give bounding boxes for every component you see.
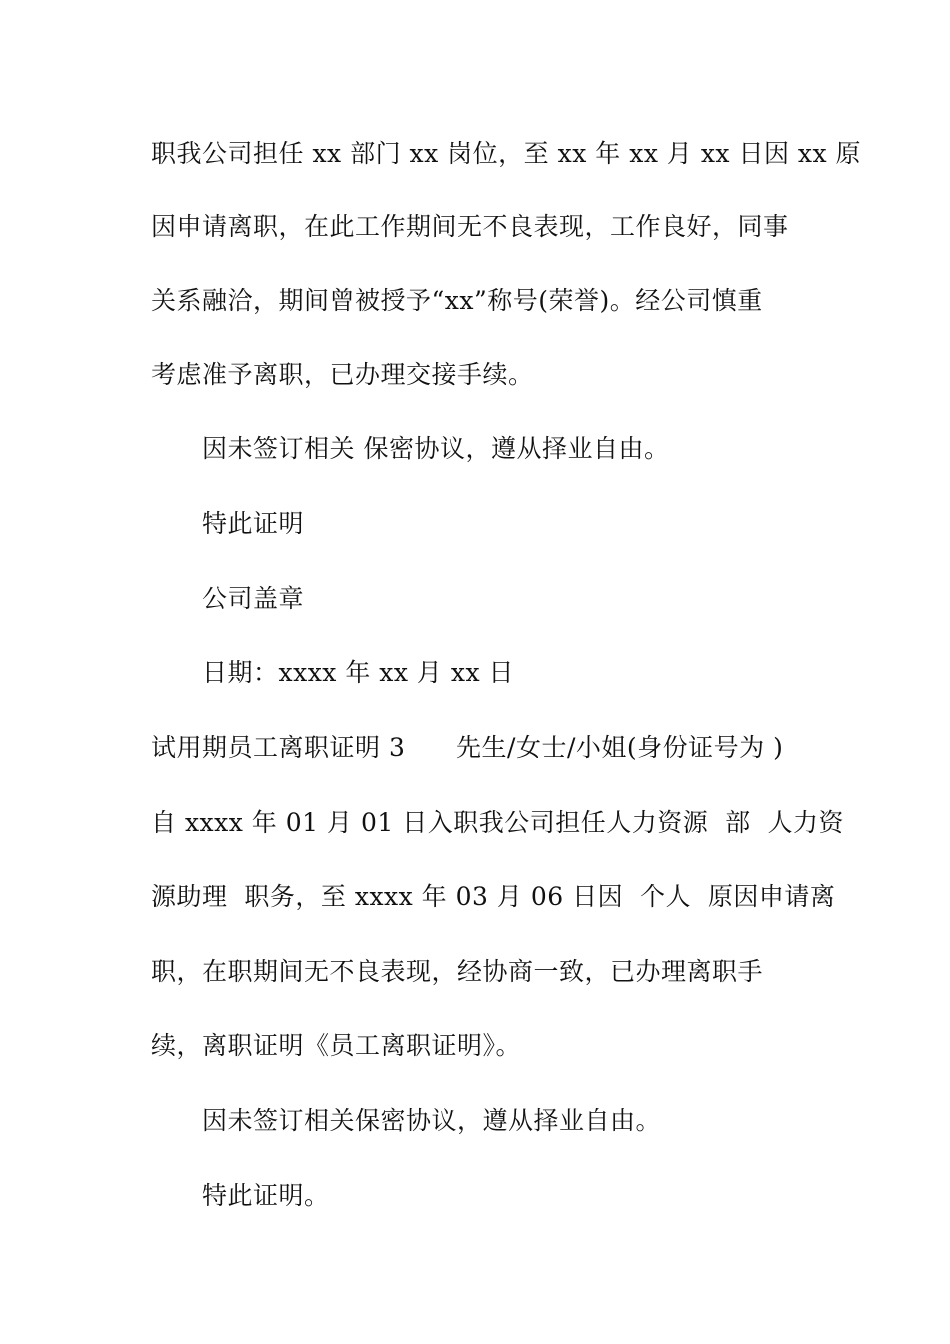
body-line-13: 续，离职证明《员工离职证明》。 <box>151 1031 522 1060</box>
confidentiality-paragraph-2: 因未签订相关保密协议，遵从择业自由。 <box>202 1106 662 1135</box>
section-title-line: 试用期员工离职证明 3 先生/女士/小姐(身份证号为 ) <box>151 733 784 762</box>
body-line-3: 关系融洽，期间曾被授予“xx”称号(荣誉)。经公司慎重 <box>151 286 763 315</box>
date-line: 日期：xxxx 年 xx 月 xx 日 <box>202 658 515 687</box>
body-line-12: 职，在职期间无不良表现，经协商一致，已办理离职手 <box>151 957 764 986</box>
body-line-2: 因申请离职，在此工作期间无不良表现，工作良好，同事 <box>151 212 789 241</box>
company-seal-label: 公司盖章 <box>202 584 305 613</box>
body-line-1: 职我公司担任 xx 部门 xx 岗位，至 xx 年 xx 月 xx 日因 xx 原 <box>151 139 862 168</box>
certification-statement: 特此证明 <box>202 509 305 538</box>
body-line-10: 自 xxxx 年 01 月 01 日入职我公司担任人力资源 部 人力资 <box>151 808 844 837</box>
certification-statement-2: 特此证明。 <box>202 1181 330 1210</box>
confidentiality-paragraph: 因未签订相关 保密协议，遵从择业自由。 <box>202 434 670 463</box>
body-line-4: 考虑准予离职，已办理交接手续。 <box>151 360 534 389</box>
body-line-11: 源助理 职务，至 xxxx 年 03 月 06 日因 个人 原因申请离 <box>151 882 836 911</box>
